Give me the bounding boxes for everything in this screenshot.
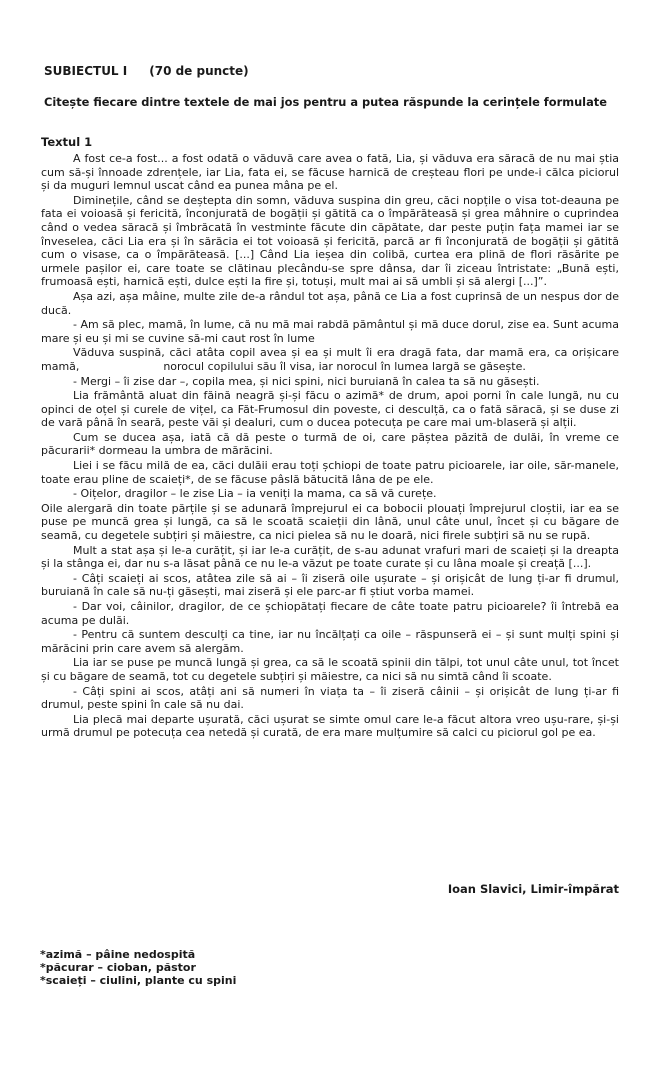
text-title: Textul 1 (41, 135, 93, 149)
paragraph: Oile alergară din toate părțile și se adunară împrejurul ei ca bobocii plouați împrejurul cloștii, iar ea se puse pe muncă grea și lungă, ca să le scoată scaieții din lână, unul câte unul, încet și cu băgare de seamă, cu degetele subțiri și măiestre, ca nici pielea să nu le doară, nici firele subțiri să nu se rupă. (41, 501, 619, 543)
subject-points: (70 de puncte) (149, 64, 249, 78)
paragraph: Lia iar se puse pe muncă lungă și grea, ca să le scoată spinii din tălpi, tot unul câte unul, tot încet și cu băgare de seamă, tot cu degetele subțiri și măiestre, ca nici să nu simtă când îi scoate. (41, 656, 619, 683)
subject-title: SUBIECTUL I (44, 64, 128, 78)
paragraph: Așa azi, așa mâine, multe zile de-a rândul tot așa, până ce Lia a fost cuprinsă de un nespus dor de ducă. (41, 289, 619, 317)
paragraph: Cum se ducea așa, iată că dă peste o turmă de oi, care păștea păzită de dulăi, în vreme ce păcurarii* dormeau la umbra de mărăcini. (41, 430, 619, 458)
paragraph: - Am să plec, mamă, în lume, că nu mă mai rabdă pământul și mă duce dorul, zise ea. Sunt acuma mare și eu și mi se cuvine să-mi caut rost în lume (41, 318, 619, 345)
paragraph: - Dar voi, câinilor, dragilor, de ce șchiopătați fiecare de câte toate patru picioarele? îi întrebă ea acuma pe dulăi. (41, 600, 619, 627)
paragraph: Liei i se făcu milă de ea, căci dulăii erau toți șchiopi de toate patru picioarele, iar oile, săr-manele, toate erau pline de scaieți*, de se făcuse pâslă bătucită lâna de pe ele. (41, 459, 619, 486)
glossary (40, 948, 236, 987)
instruction-text: Citește fiecare dintre textele de mai jos pentru a putea răspunde la cerințele formulate (44, 95, 607, 109)
paragraph: - Mergi – îi zise dar –, copila mea, și nici spini, nici buruiană în calea ta să nu găsești. (73, 374, 540, 388)
glossary-item: *azimă – pâine nedospită (40, 948, 196, 961)
author-attribution: Ioan Slavici, Limir-împărat (447, 882, 619, 896)
paragraph: Lia frământă aluat din făină neagră și-și făcu o azimă* de drum, apoi porni în cale lungă, nu cu opinci de oțel și curele de vițel, ca Făt-Frumosul din poveste, ci desculță, ca o fată săracă, și se duse zi de vară până în seară, peste văi și dealuri, cum o ducea potecuța pe care mai um-blaseră și alții. (41, 389, 619, 430)
paragraph: Diminețile, când se deștepta din somn, văduva suspina din greu, căci nopțile o visa tot-deauna pe fata ei voioasă și fericită, înconjurată de bogății și gătită ca o împărăteasă și grea mâhnire o cuprindea când o vedea săracă și îmbrăcată în vestminte făcute din căpătate, dar peste puțin fața mamei iar se înveselea, căci Lia era și în sărăcia ei tot voioasă și fericită, parcă ar fi înconjurată de bogății și gătită cum o visase, ca o împărăteasă. [...] Când Lia ieșea din colibă, curtea era plină de flori răsărite pe urmele pașilor ei, care toate se clătinau plecându-se spre dânsa, dar îi ziceau întristate: „Bună ești, frumoasă ești, harnică ești, dulce ești la fire și, totuși, mult mai ai să umbli și să alergi [...]”. (41, 193, 619, 289)
paragraph: - Pentru că suntem desculți ca tine, iar nu încălțați ca oile – răspunseră ei – și sunt mulți spini și mărăcini prin care avem să alergăm. (41, 628, 619, 655)
paragraph: - Oițelor, dragilor – le zise Lia – ia veniți la mama, ca să vă curețe. (73, 487, 437, 501)
subject-header (44, 64, 249, 78)
glossary-item: *scaieți – ciulini, plante cu spini (40, 974, 237, 987)
glossary-item: *păcurar – cioban, păstor (40, 961, 196, 974)
story-body (41, 152, 623, 741)
paragraph: - Câți spini ai scos, atâți ani să numeri în viața ta – îi ziseră câinii – și orișicât de lung ți-ar fi drumul, peste spini în cale să nu dai. (41, 684, 619, 712)
paragraph: Lia plecă mai departe ușurată, căci ușurat se simte omul care le-a făcut altora vreo ușu-rare, și-și urmă drumul pe potecuța cea netedă și curată, de era mare mulțumire să calci cu piciorul gol pe ea. (41, 712, 619, 740)
paragraph: Văduva suspină, căci atâta copil avea și ea și mult îi era dragă fata, dar mamă era, ca orișicare mamă, norocul copilului său îl visa, iar norocul în lumea largă se găsește. (41, 346, 623, 373)
paragraph: Mult a stat așa și le-a curățit, și iar le-a curățit, de s-au adunat vrafuri mari de scaieți și la dreapta și la stânga ei, dar nu s-a lăsat până ce nu le-a văzut pe toate curate și cu lâna moale și creață [...]. (41, 543, 619, 571)
paragraph: - Câți scaieți ai scos, atâtea zile să ai – îi ziseră oile ușurate – și orișicât de lung ți-ar fi drumul, buruiană în cale să nu-ți găsești, mai ziseră și ele parc-ar fi știut vorba mamei. (41, 571, 619, 599)
paragraph: A fost ce-a fost... a fost odată o văduvă care avea o fată, Lia, și văduva era săracă de nu mai știa cum să-și înnoade zdrențele, iar Lia, fata ei, se făcuse harnică de creșteau flori pe unde-i călca piciorul și da muguri lemnul uscat când ea punea mâna pe el. (41, 152, 619, 193)
